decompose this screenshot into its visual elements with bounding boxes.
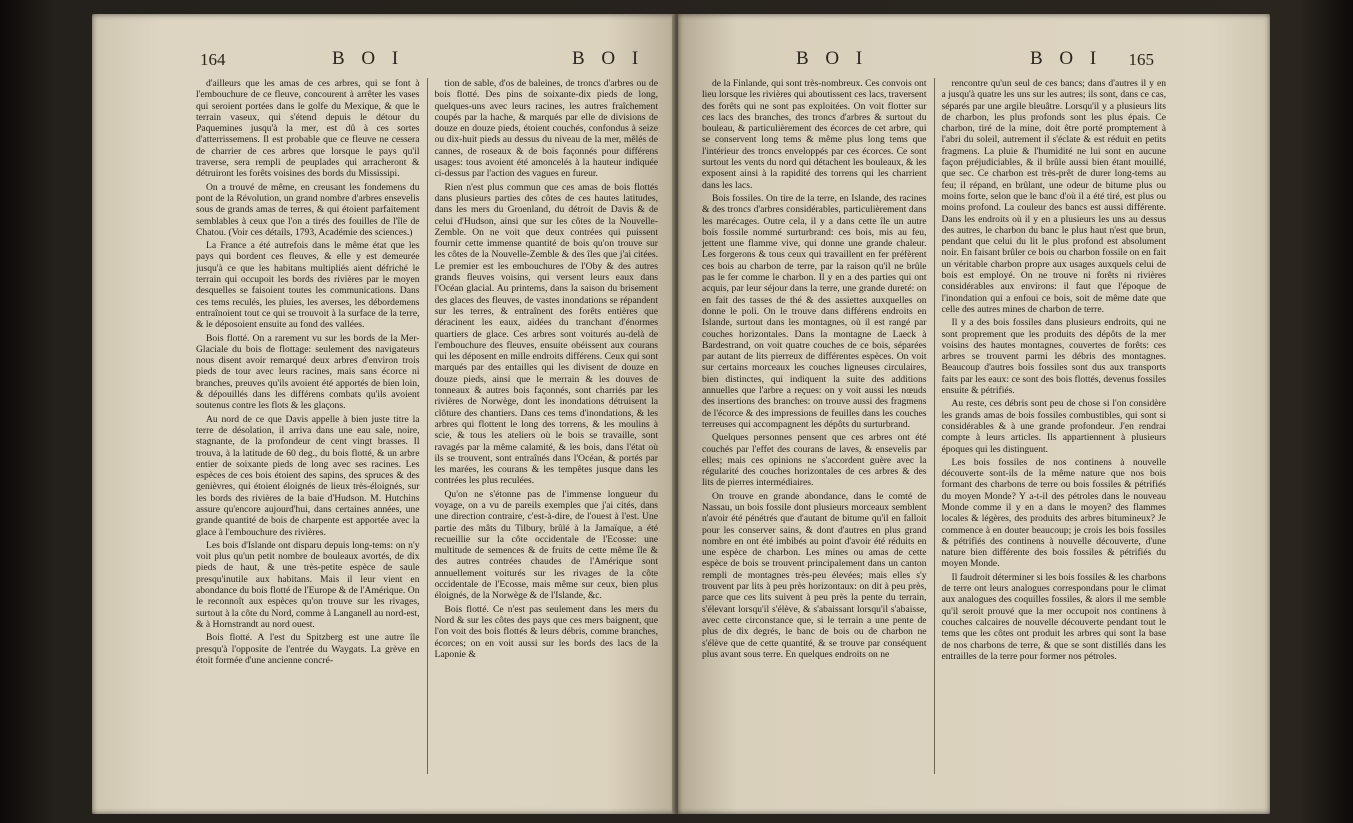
paragraph: Bois flotté. A l'est du Spitzberg est une autre île presqu'à l'opposite de l'entrée du Waygats. La grève en étoit formée d'une ancienne concré- [196,632,420,666]
paragraph: Quelques personnes pensent que ces arbres ont été couchés par l'effet des courans de laves, & ensevelis par elles; mais ces opinions ne s'accordent guère avec la régularité des couches horizontales de ces arbres & des lits de pierres intermédiaires. [702,432,927,489]
left-page-number: 164 [200,50,226,69]
paragraph: Il faudroit déterminer si les bois fossiles & les charbons de terre ont leurs analogues correspondans pour le climat aux analogues des coquilles fossiles, & alors il me semble qu'il seroit prouvé que la mer occupoit nos continens à couches calcaires de nouvelle découverte pendant tout le tems que les côtes ont produit les arbres qui sont la base de nos charbons de terre, & que se sont distillés dans les entrailles de la terre pour former nos pétroles. [941,571,1166,662]
paragraph: Bois flotté. On a rarement vu sur les bords de la Mer-Glaciale du bois de flottage: seulement des navigateurs nous disent avoir remarqué deux arbres d'environ trois pieds de tour avec leurs racines, mais sans écorce ni branches, preuves qu'ils avoient été apportés de bien loin, & dépouillés dans les différens combats qu'ils avoient soutenus contre les flots & les glaçons. [196,332,420,412]
right-page-number: 165 [1128,50,1154,69]
column-rule [934,78,935,774]
paragraph: de la Finlande, qui sont très-nombreux. Ces convois ont lieu lorsque les rivières qui aboutissent ces lacs, traversent des forêts qui ne sont pas exploitées. On voit flotter sur ces lacs des branches, des troncs d'arbres & surtout du bouleau, & particulièrement des écorces de cet arbre, qui se conservent long tems & même plus long tems que l'intérieur des troncs enveloppés par ces écorces. Ce sont surtout les vents du nord qui détachent les bouleaux, & les exposent ainsi à la rapidité des torrens qui les charrient dans les lacs. [702,78,927,191]
paragraph: Au reste, ces débris sont peu de chose si l'on considère les grands amas de bois fossiles combustibles, qui sont si considérables & à une grande profondeur. J'en rendrai compte à leurs articles. Ils appartiennent à plusieurs époques qui les distinguent. [941,398,1166,455]
left-columns [196,78,658,774]
left-running-head [92,48,676,74]
left-column-1 [196,78,420,774]
left-head-word-2: B O I [572,48,645,69]
right-head-word-2: B O I [1030,48,1103,69]
paragraph: Qu'on ne s'étonne pas de l'immense longueur du voyage, on a vu de pareils exemples que j'ai cités, dans une direction contraire, c'est-à-dire, de l'ouest à l'est. Une partie des mâts du Tilbury, brûlé à la Jamaïque, a été recueillie sur la côte occidentale de l'Ecosse: une multitude de semences & de fruits de cette même île & des autres contrées chaudes de l'Amérique sont annuellement voiturés sur les rivages de la côte occidentale de l'Ecosse, mais même sur ceux, bien plus éloignés, de la Norwège & de l'Islande, &c. [434,488,658,602]
right-columns [702,78,1166,774]
paragraph: Rien n'est plus commun que ces amas de bois flottés dans plusieurs parties des côtes de ces hautes latitudes, dans les mers du Groenland, du détroit de Davis & de celui d'Hudson, ainsi que sur les côtes de la Nouvelle-Zemble. On ne voit que deux contrées qui puissent fournir cette immense quantité de bois qu'on trouve sur les côtes de la Nouvelle-Zemble & des îles que j'ai citées. Le premier est les embouchures de l'Oby & des autres grands fleuves voisins, qui versent leurs eaux dans l'Océan glacial. Au printems, dans la saison du brisement des glaces des fleuves, de vastes inondations se répandent sur les terres, & entraînent des forêts entières que déracinent les eaux, aidées du tranchant d'énormes quartiers de glace. Ces arbres sont voiturés au-delà de l'embouchure des fleuves, ensuite obéissent aux courans qui les déposent en mille endroits différens. Ceux qui sont marqués par des entailles qui les divisent de douze en douze pieds, ainsi que le merrain & les douves de tonneaux & autres bois façonnés, sont charriés par les rivières de Norwège, dont les inondations détruisent la clôture des chantiers. Dans ces tems d'inondations, & les arbres qui flottent le long des torrens, & les moulins à scie, & tous les ateliers où le bois se travaille, sont ravagés par la même calamité, & les bois, dans l'état où ils se trouvent, sont entraînés dans l'Océan, & portés par les marées, les courans & les tempêtes jusque dans les contrées les plus reculées. [434,181,658,487]
paragraph: d'ailleurs que les amas de ces arbres, qui se font à l'embouchure de ce fleuve, concourent à arrêter les vases qui seroient portées dans le golfe du Mexique, & que le terrain vaseux, qui s'étend depuis le détour du Paquemines jusqu'à la mer, est dû à ces sortes d'atterrissemens. Il est probable que ce fleuve ne cessera de charrier de ces arbres que lorsque le pays qu'il traverse, sera rempli de peuplades qui arracheront & détruiront les forêts voisines des bords du Mississipi. [196,78,420,180]
paragraph: Au nord de ce que Davis appelle à bien juste titre la terre de désolation, il arriva dans une eau sale, noire, stagnante, de la profondeur de cent vingt brasses. Il trouva, à la latitude de 60 deg., du bois flotté, & un arbre entier de soixante pieds de long avec ses racines. Les espèces de ces bois étoient des sapins, des spruces & des genièvres, qui étoient éloignés de lieux très-éloignés, sur les bords des rivières de la baie d'Hudson. M. Hutchins assure qu'encore aujourd'hui, dans certaines années, une grande quantité de bois de charpente est apportée avec la glace à l'embouchure des rivières. [196,413,420,538]
left-head-word-1: B O I [332,48,405,69]
paragraph: tion de sable, d'os de baleines, de troncs d'arbres ou de bois flotté. Des pins de soixante-dix pieds de long, quelques-uns avec leurs racines, les autres fraîchement coupés par la hache, & marqués par elle de divisions de douze en douze pieds, étoient couchés, confondus à seize ou dix-huit pieds au dessus du niveau de la mer, mêlés de cannes, de roseaux & de bois façonnés pour différens usages: tous avoient été amoncelés à la hauteur indiquée ci-dessus par l'action des vagues en fureur. [434,78,658,180]
paragraph: Les bois fossiles de nos continens à nouvelle découverte sont-ils de la même nature que nos bois formant des charbons de terre ou bois fossiles & pétrifiés du moyen Monde? Y a-t-il des pétroles dans le nouveau Monde comme il y en a dans le moyen? des flammes locales & légères, des produits des arbres bitumineux? Je commence à en douter beaucoup; je crois les bois fossiles & pétrifiés des continens à nouvelle découverte, d'une nature bien différente des bois fossiles & pétrifiés du moyen Monde. [941,456,1166,570]
left-page [92,14,676,814]
paragraph: La France a été autrefois dans le même état que les pays qui bordent ces fleuves, & elle y est demeurée jusqu'à ce que les habitans multipliés aient défriché le terrain qui occupoit les bords des rivières par le moyen desquelles se faisoient toutes les communications. Dans ces tems reculés, les pluies, les averses, les débordemens entraînoient tout ce qui se trouvoit à la surface de la terre, & le déposoient ensuite au fond des vallées. [196,240,420,331]
column-rule [427,78,428,774]
right-head-word-1: B O I [796,48,869,69]
right-column-2 [942,78,1167,774]
paragraph: On a trouvé de même, en creusant les fondemens du pont de la Révolution, un grand nombre d'arbres ensevelis sous de grands amas de terres, & qui étoient parfaitement semblables à ceux que l'on a tirés des fouilles de l'île de Chatou. (Voir ces détails, 1793, Académie des sciences.) [196,181,420,238]
left-column-2 [435,78,659,774]
paragraph: Bois fossiles. On tire de la terre, en Islande, des racines & des troncs d'arbres considérables, particulièrement dans les marécages. Outre cela, il y a dans cette île un autre bois fossile nommé surturbrand: ces bois, mis au feu, jettent une flamme vive, qui donne une grande chaleur. Les forgerons & tous ceux qui travaillent en fer préfèrent ces bois au charbon de terre, par la raison qu'il ne brûle pas le fer comme le charbon. Il y en a des parties qui ont acquis, par leur séjour dans la terre, une grande dureté: on en fait des tasses de thé & des assiettes auxquelles on donne le poli. On le trouve dans différens endroits en Islande, surtout dans les montagnes, où il est rangé par couches horizontales. Dans la montagne de Laeck à Bardestrand, on voit quatre couches de ce bois, séparées par autant de lits pierreux de différentes espèces. On voit sur certains morceaux les couches ligneuses circulaires, bien distinctes, qui indiquent la suite des additions annuelles que l'arbre a reçues: on y voit aussi les nœuds des insertions des branches: on trouve aussi des fragmens de l'écorce & des impressions de feuilles dans les couches terreuses qui accompagnent les dépôts du surturbrand. [702,192,927,430]
right-column-1 [702,78,927,774]
right-running-head [678,48,1270,74]
paragraph: Il y a des bois fossiles dans plusieurs endroits, qui ne sont proprement que les produits des dépôts de la mer voisins des hautes montagnes, couvertes de forêts: ces arbres se trouvent parmi les débris des montagnes. Beaucoup d'autres bois fossiles sont dus aux transports faits par les eaux: ce sont des bois flottés, devenus fossiles ensuite & pétrifiés. [941,317,1166,397]
paragraph: Les bois d'Islande ont disparu depuis long-tems: on n'y voit plus qu'un petit nombre de bouleaux avortés, de dix pieds de haut, & une très-petite espèce de saule presqu'inutile aux habitans. Mais il leur vient en abondance du bois flotté de l'Europe & de l'Amérique. On le reconnoît aux espèces qu'on trouve sur les rivages, surtout à la côte du Nord, comme à Langanell au nord-est, & à Hornstrandt au nord ouest. [196,539,420,630]
right-page [678,14,1270,814]
paragraph: Bois flotté. Ce n'est pas seulement dans les mers du Nord & sur les côtes des pays que ces mers baignent, que l'on voit des bois flottés & leurs débris, comme branches, écorces; on en voit aussi sur les bords des lacs de la Laponie & [434,603,658,660]
paragraph: rencontre qu'un seul de ces bancs; dans d'autres il y en a jusqu'à quatre les uns sur les autres; ils sont, dans ce cas, séparés par une argile bleuâtre. Lorsqu'il y a plusieurs lits de charbon, les plus profonds sont les plus épais. Ce charbon, tiré de la mine, doit être porté promptement à l'abri du soleil, autrement il s'éclate & est réduit en petits fragmens. La pluie & l'humidité ne lui sont en aucune façon préjudiciables, & il brûle aussi bien étant mouillé, que sec. Ce charbon est très-prêt de durer long-tems au feu; il répand, en brûlant, une odeur de bitume plus ou moins forte, selon que le banc d'où il a été tiré, est plus ou moins profond. La couleur des bancs est aussi différente. Dans les endroits où il y en a plusieurs les uns au dessus des autres, le charbon du banc le plus haut n'est que brun, pendant que celui du lit le plus profond est absolument noir. En faisant brûler ce bois ou charbon fossile on en fait un véritable charbon propre aux usages auxquels celui de bois est employé. On ne trouve ni forêts ni rivières considérables aux environs: il faut que l'époque de l'inondation qui a enfoui ce bois, soit de même date que celle des autres mines de charbon de terre. [941,78,1166,315]
paragraph: On trouve en grande abondance, dans le comté de Nassau, un bois fossile dont plusieurs morceaux semblent n'avoir été pénétrés que d'autant de bitume qu'il en falloit pour les conserver sains, & dont d'autres en plus grand nombre en ont été imbibés au point d'avoir été réduits en une espèce de charbon. Les mines ou amas de cette espèce de bois se trouvent principalement dans un canton rempli de montagnes très-peu élevées; mais elles s'y trouvent par lits à peu près horizontaux: on dit à peu près, parce que ces lits suivent à peu près la pente du terrain, s'élevant lorsqu'il s'élève, & s'abaissant lorsqu'il s'abaisse, avec cette circonstance que, si le terrain a une pente de plus de dix degrés, le banc de bois ou de charbon ne s'élève que de cette quantité, & se trouve par conséquent plus avant sous terre. En quelques endroits on ne [702,490,927,660]
